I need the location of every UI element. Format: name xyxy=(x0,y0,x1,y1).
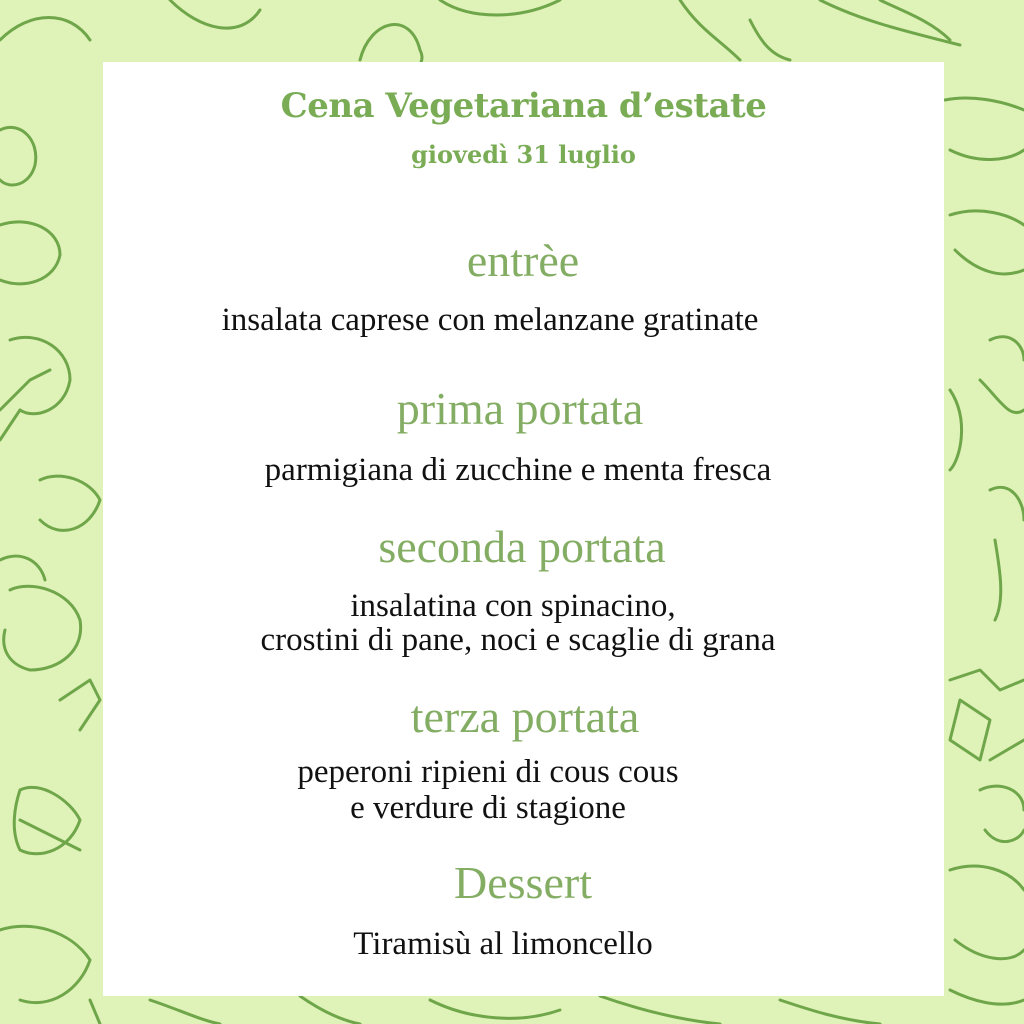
menu-title: Cena Vegetariana d’estate xyxy=(280,86,767,126)
course-heading-terza-portata: terza portata xyxy=(410,691,640,742)
course-heading-dessert: Dessert xyxy=(454,857,592,908)
course-dish-seconda-portata-line1: insalatina con spinacino, xyxy=(350,588,676,624)
menu-card xyxy=(103,62,944,996)
course-dish-seconda-portata-line2: crostini di pane, noci e scaglie di grana xyxy=(260,622,776,658)
course-dish-dessert: Tiramisù al limoncello xyxy=(353,926,653,962)
course-heading-entree: entrèe xyxy=(466,235,580,286)
course-dish-terza-portata-line1: peperoni ripieni di cous cous xyxy=(297,754,679,790)
course-heading-seconda-portata: seconda portata xyxy=(378,521,666,572)
course-dish-prima-portata: parmigiana di zucchine e menta fresca xyxy=(264,452,772,488)
menu-date: giovedì 31 luglio xyxy=(411,140,636,169)
course-dish-terza-portata-line2: e verdure di stagione xyxy=(350,790,626,826)
course-heading-prima-portata: prima portata xyxy=(396,383,644,434)
course-dish-entree: insalata caprese con melanzane gratinate xyxy=(221,302,759,338)
